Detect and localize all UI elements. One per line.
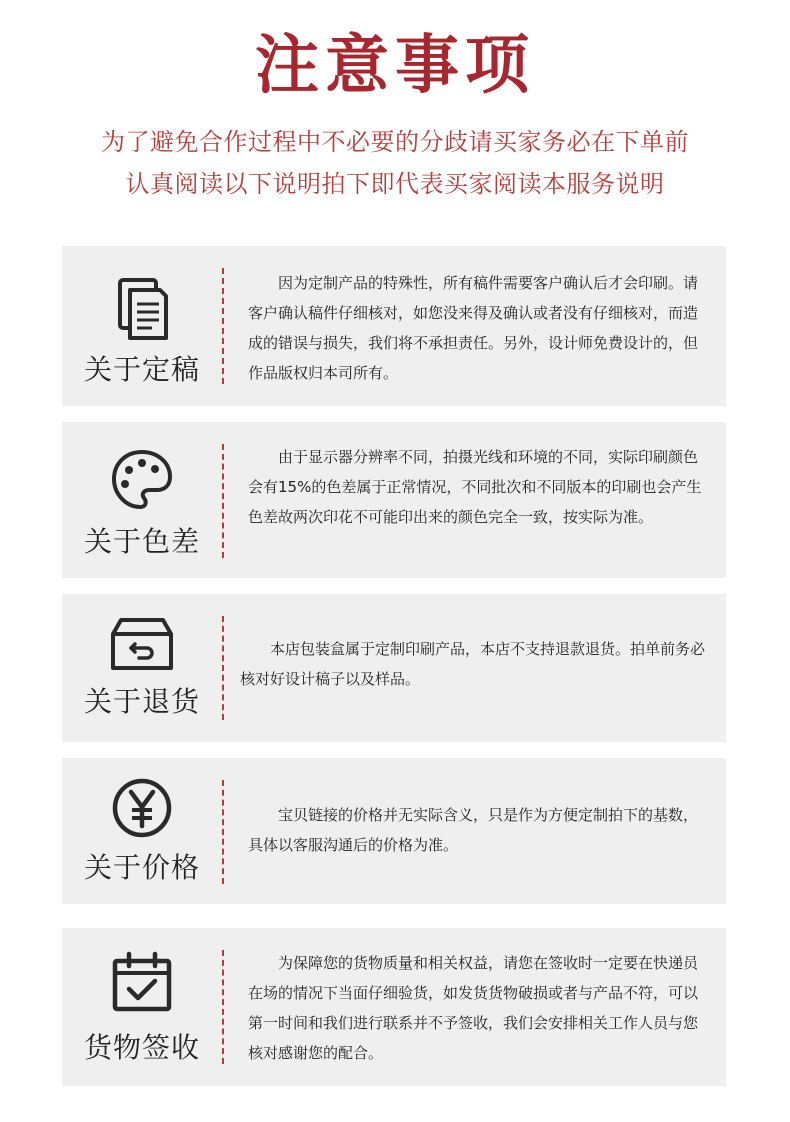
section-card-receipt (62, 928, 726, 1086)
section-divider (222, 444, 224, 558)
section-text: 由于显示器分辨率不同，拍摄光线和环境的不同，实际印刷颜色会有15%的色差属于正常情况，不同批次和不同版本的印刷也会产生色差故两次印花不可能印出来的颜色完全一致，按实际为准。 (248, 448, 702, 526)
section-card-returns (62, 594, 726, 742)
page-title: 注意事项 (255, 29, 535, 103)
section-divider (222, 780, 224, 884)
section-text: 为保障您的货物质量和相关权益，请您在签收时一定要在快递员在场的情况下当面仔细验货，如发货货物破损或者与产品不符，可以第一时间和我们进行联系并不予签收，我们会安排相关工作人员与您核对感谢您的配合。 (248, 954, 699, 1062)
section-card-price (62, 758, 726, 904)
section-divider (222, 616, 224, 720)
section-label: 关于色差 (83, 525, 200, 558)
yen-icon (106, 772, 178, 844)
document-icon (106, 274, 178, 346)
section-label: 货物签收 (83, 1031, 200, 1064)
section-label: 关于价格 (83, 851, 200, 884)
subtitle-line-1: 为了避免合作过程中不必要的分歧请买家务必在下单前 (101, 128, 689, 156)
section-header (62, 246, 222, 406)
subtitle-line-2: 认真阅读以下说明拍下即代表买家阅读本服务说明 (125, 170, 665, 198)
section-label: 关于退货 (83, 685, 200, 718)
section-divider (222, 268, 224, 384)
section-card-finalization (62, 246, 726, 406)
section-header (62, 758, 222, 904)
palette-icon (106, 444, 178, 516)
section-text: 因为定制产品的特殊性，所有稿件需要客户确认后才会印刷。请客户确认稿件仔细核对，如您没来得及确认或者没有仔细核对，而造成的错误与损失，我们将不承担责任。另外，设计师免费设计的，但作品版权归本司所有。 (248, 274, 699, 382)
section-header (62, 928, 222, 1086)
section-header (62, 422, 222, 578)
calendar-check-icon (106, 946, 178, 1018)
section-divider (222, 950, 224, 1064)
return-box-icon (106, 608, 178, 680)
section-header (62, 594, 222, 742)
section-card-color-difference (62, 422, 726, 578)
section-text: 宝贝链接的价格并无实际含义，只是作为方便定制拍下的基数，具体以客服沟通后的价格为准。 (248, 806, 699, 854)
section-text: 本店包装盒属于定制印刷产品，本店不支持退款退货。拍单前务必核对好设计稿子以及样品。 (240, 640, 706, 688)
section-label: 关于定稿 (83, 353, 200, 386)
